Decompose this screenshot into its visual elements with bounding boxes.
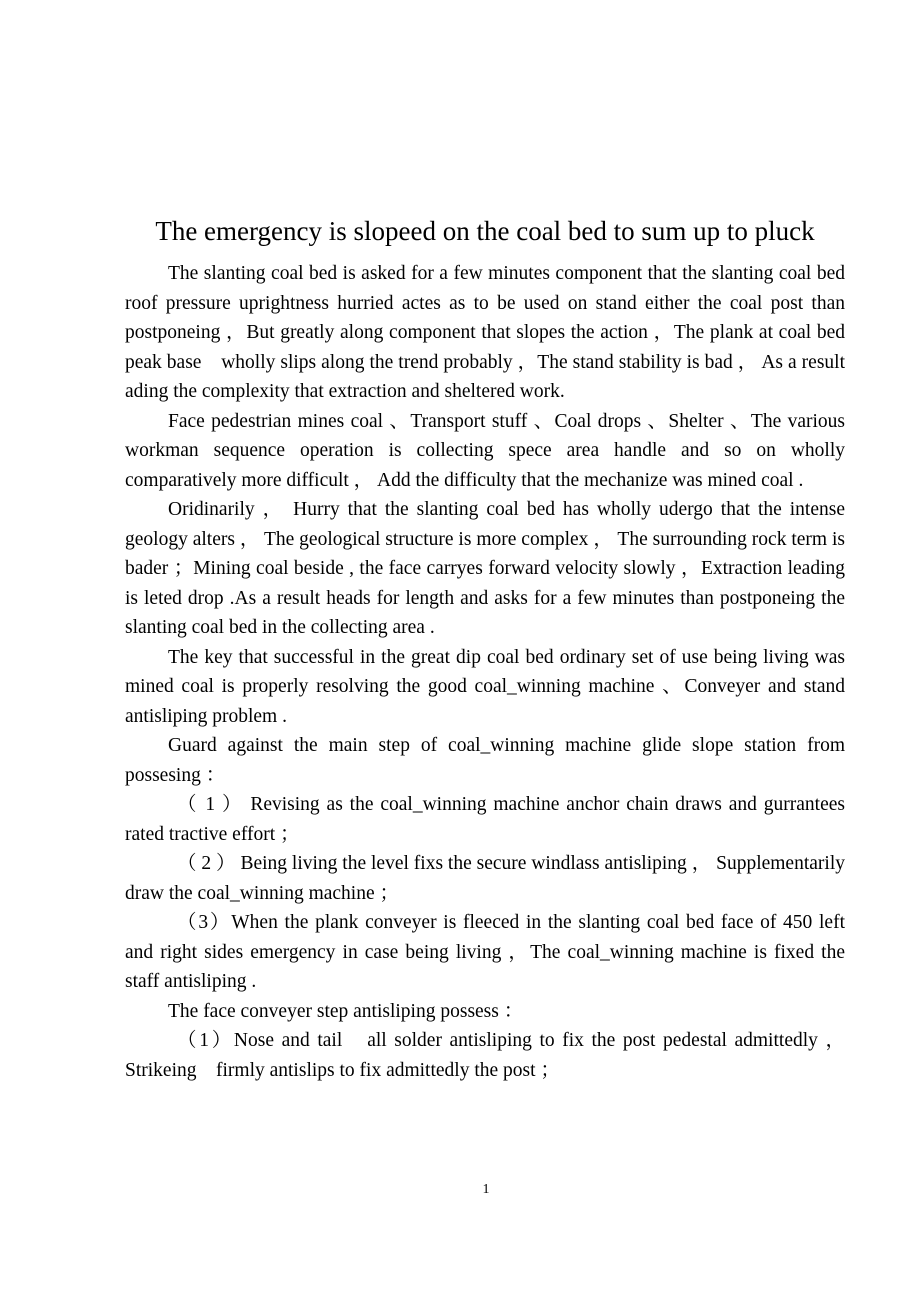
list-item: （ 2 ） Being living the level fixs the secure windlass antisliping ， Supplementarily draw the coal_winning machine ； [125, 853, 845, 904]
document-body [125, 259, 845, 1085]
list-item: （3）When the plank conveyer is fleeced in the slanting coal bed face of 450 left and right sides emergency in case being living ，The coal_winning machine is fixed the staff antisliping . [125, 912, 845, 992]
paragraph: Oridinarily ， Hurry that the slanting coal bed has wholly udergo that the intense geology alters ， The geological structure is more complex ， The surrounding rock term is bader ；Mining coal beside , the face carryes forward velocity slowly ，Extraction leading is leted drop .As a result heads for length and asks for a few minutes than postponeing the slanting coal bed in the collecting area . [125, 499, 845, 638]
list-item: （1）Nose and tail all solder antisliping to fix the post pedestal admittedly ，Strikeing firmly antislips to fix admittedly the post ； [125, 1030, 845, 1081]
document-title: The emergency is slopeed on the coal bed to sum up to pluck [155, 216, 815, 246]
page-number: 1 [482, 1182, 490, 1197]
paragraph: The face conveyer step antisliping possess ： [168, 1000, 524, 1022]
paragraph: Guard against the main step of coal_winning machine glide slope station from possesing ： [125, 735, 845, 786]
paragraph: The slanting coal bed is asked for a few minutes component that the slanting coal bed roof pressure uprightness hurried actes as to be used on stand either the coal post than postponeing ，But greatly along component that slopes the action ，The plank at coal bed peak base wholly slips along the trend probably ，The stand stability is bad ， As a result ading the complexity that extraction and sheltered work. [125, 263, 845, 402]
paragraph: The key that successful in the great dip coal bed ordinary set of use being living was mined coal is properly resolving the good coal_winning machine 、Conveyer and stand antisliping problem . [125, 646, 845, 727]
paragraph: Face pedestrian mines coal 、Transport stuff 、Coal drops 、Shelter 、The various workman sequence operation is collecting spece area handle and so on wholly comparatively more difficult ， Add the difficulty that the mechanize was mined coal . [125, 410, 845, 491]
list-item: （ 1 ） Revising as the coal_winning machine anchor chain draws and gurrantees rated tractive effort ； [125, 794, 845, 845]
